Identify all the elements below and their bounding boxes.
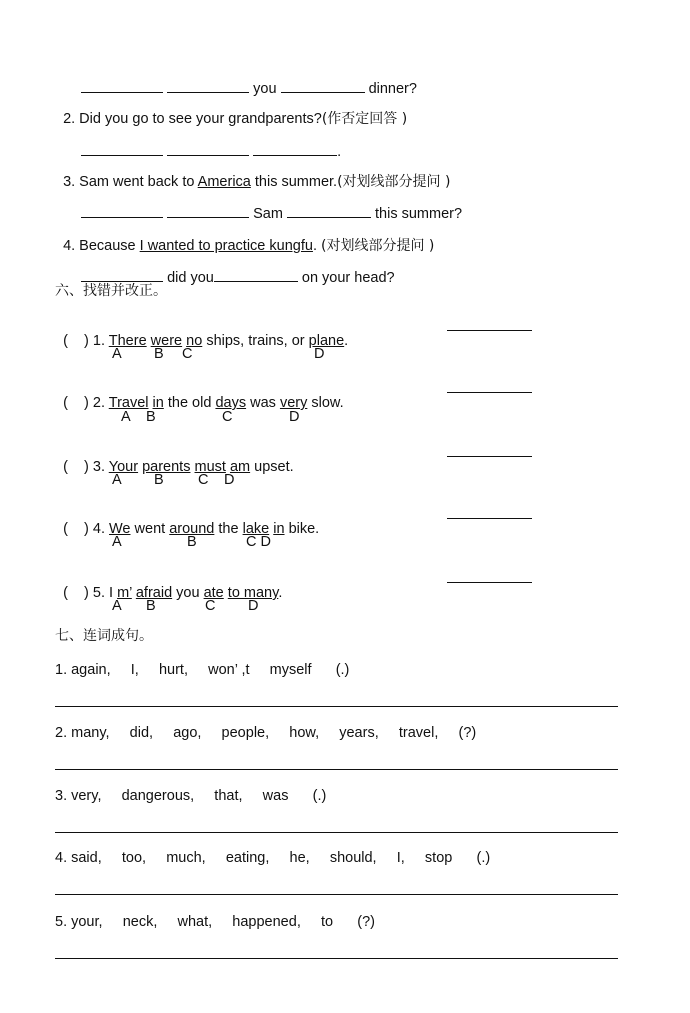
word-order-item-3: 3. very, dangerous, that, was (.) bbox=[55, 788, 327, 804]
answer-blank[interactable] bbox=[167, 204, 249, 218]
option-letter: D bbox=[248, 598, 259, 614]
option-letter: B bbox=[146, 598, 156, 614]
question-2: 2. Did you go to see your grandparents?(作否定回答 ) bbox=[63, 111, 408, 127]
word-order-item-5: 5. your, neck, what, happened, to (?) bbox=[55, 914, 375, 930]
answer-blank[interactable] bbox=[81, 268, 163, 282]
word-order-item-2: 2. many, did, ago, people, how, years, travel, (?) bbox=[55, 725, 477, 741]
answer-line[interactable] bbox=[55, 706, 618, 707]
option-letter: A bbox=[121, 409, 131, 425]
option-letter: D bbox=[314, 346, 325, 362]
option-letter: B bbox=[154, 346, 164, 362]
option-letter: A bbox=[112, 346, 122, 362]
question-3: 3. Sam went back to America this summer.(对划线部分提问 ) bbox=[63, 174, 451, 190]
section-seven-heading: 七、连词成句。 bbox=[55, 628, 153, 644]
error-item-4: ( ) 4. We went around the lake in bike. bbox=[63, 521, 320, 537]
section-six-heading: 六、找错并改正。 bbox=[55, 283, 167, 299]
q2-answer-line: . bbox=[73, 124, 341, 161]
correction-blank[interactable] bbox=[447, 456, 532, 457]
error-item-5: ( ) 5. I m’ afraid you ate to many. bbox=[63, 585, 283, 601]
error-item-3: ( ) 3. Your parents must am upset. bbox=[63, 459, 294, 475]
word-order-item-4: 4. said, too, much, eating, he, should, I, stop (.) bbox=[55, 850, 491, 866]
answer-blank[interactable] bbox=[253, 142, 337, 156]
answer-blank[interactable] bbox=[81, 142, 163, 156]
option-letter: D bbox=[224, 472, 235, 488]
option-letter: D bbox=[289, 409, 300, 425]
answer-blank[interactable] bbox=[281, 79, 365, 93]
q4-answer-line: did you on your head? bbox=[73, 250, 395, 287]
option-letter: A bbox=[112, 534, 122, 550]
q3-answer-line: Sam this summer? bbox=[73, 186, 462, 223]
q1-rewrite-line: you dinner? bbox=[73, 61, 417, 98]
correction-blank[interactable] bbox=[447, 330, 532, 331]
answer-line[interactable] bbox=[55, 894, 618, 895]
option-letter: C D bbox=[246, 534, 271, 550]
option-letter: C bbox=[205, 598, 216, 614]
option-letter: B bbox=[154, 472, 164, 488]
option-letter: B bbox=[146, 409, 156, 425]
answer-blank[interactable] bbox=[287, 204, 371, 218]
answer-blank[interactable] bbox=[167, 79, 249, 93]
option-letter: C bbox=[198, 472, 209, 488]
answer-blank[interactable] bbox=[167, 142, 249, 156]
option-letter: A bbox=[112, 472, 122, 488]
answer-line[interactable] bbox=[55, 832, 618, 833]
option-letter: C bbox=[182, 346, 193, 362]
question-4: 4. Because I wanted to practice kungfu. (对划线部分提问 ) bbox=[63, 238, 435, 254]
error-item-2: ( ) 2. Travel in the old days was very slow. bbox=[63, 395, 344, 411]
option-letter: C bbox=[222, 409, 233, 425]
answer-blank[interactable] bbox=[214, 268, 298, 282]
word-order-item-1: 1. again, I, hurt, won’ ,t myself (.) bbox=[55, 662, 350, 678]
correction-blank[interactable] bbox=[447, 582, 532, 583]
answer-line[interactable] bbox=[55, 769, 618, 770]
error-item-1: ( ) 1. There were no ships, trains, or plane. bbox=[63, 333, 349, 349]
answer-blank[interactable] bbox=[81, 204, 163, 218]
correction-blank[interactable] bbox=[447, 392, 532, 393]
option-letter: B bbox=[187, 534, 197, 550]
answer-line[interactable] bbox=[55, 958, 618, 959]
correction-blank[interactable] bbox=[447, 518, 532, 519]
answer-blank[interactable] bbox=[81, 79, 163, 93]
option-letter: A bbox=[112, 598, 122, 614]
